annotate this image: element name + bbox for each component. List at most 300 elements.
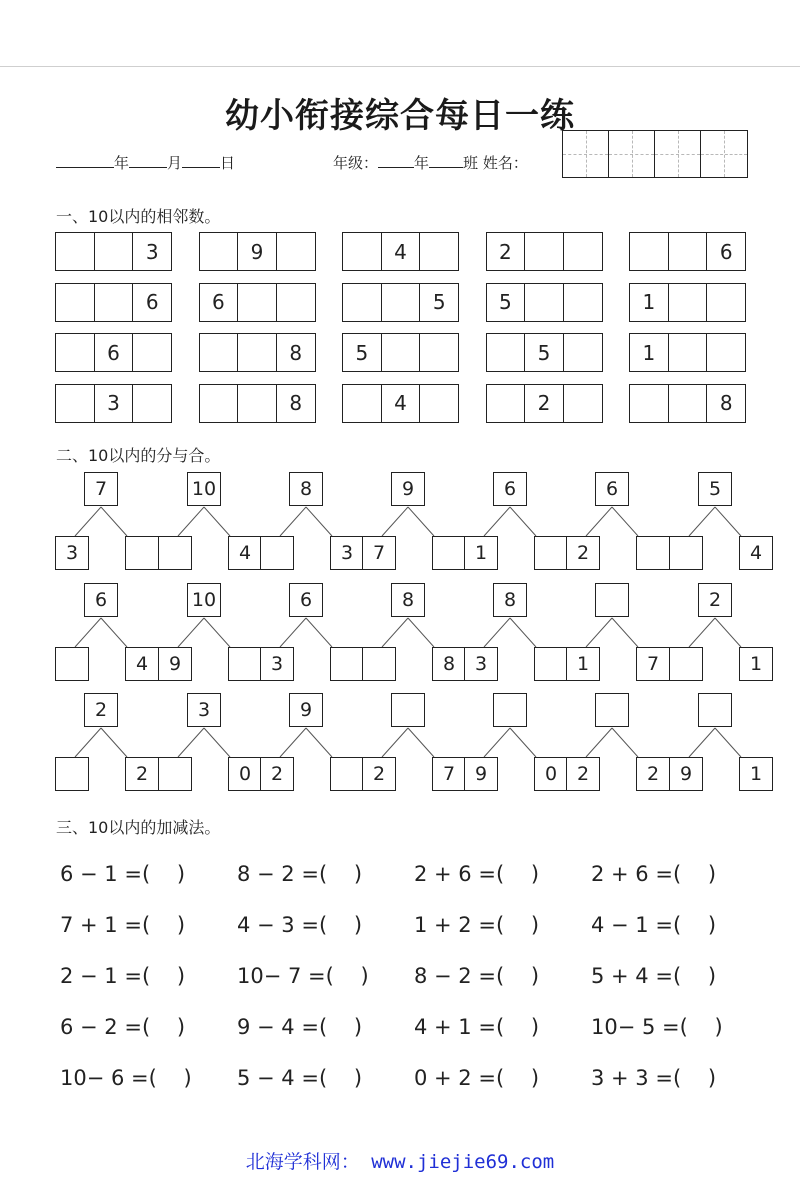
date-line	[56, 152, 235, 180]
answer-cell[interactable]	[133, 385, 171, 422]
name-cell[interactable]	[701, 131, 747, 177]
adjacent-number-box	[342, 384, 459, 423]
bond-answer-left[interactable]	[669, 647, 703, 681]
bond-answer-top[interactable]	[493, 693, 527, 727]
bond-number-top: 2	[84, 693, 118, 727]
equation-text: 2 + 6 =	[591, 861, 673, 886]
bond-number-left: 9	[158, 647, 192, 681]
bond-answer-right[interactable]	[432, 536, 466, 570]
answer-cell[interactable]	[420, 334, 458, 371]
bond-branch-lines	[158, 472, 262, 542]
given-number-cell: 6	[200, 284, 239, 321]
bond-number-right: 1	[739, 647, 773, 681]
number-bond	[362, 472, 466, 592]
answer-cell[interactable]	[133, 334, 171, 371]
bond-answer-left[interactable]	[55, 647, 89, 681]
arithmetic-problem	[414, 1001, 591, 1052]
branch-line-left	[280, 618, 306, 647]
equation-text: 9 − 4 =	[237, 1014, 319, 1039]
arithmetic-problem	[591, 950, 768, 1001]
answer-blank[interactable]: ( )	[318, 912, 363, 937]
grade-year-label: 年	[414, 154, 430, 172]
branch-line-left	[484, 728, 510, 757]
branch-line-left	[382, 618, 408, 647]
bond-number-top: 8	[391, 583, 425, 617]
equation-text: 2 − 1 =	[60, 963, 142, 988]
branch-line-right	[306, 618, 332, 647]
branch-line-left	[75, 728, 101, 757]
arithmetic-grid	[60, 848, 768, 1103]
arithmetic-problem	[591, 1052, 768, 1103]
answer-blank[interactable]: ( )	[495, 1065, 540, 1090]
answer-cell[interactable]	[669, 233, 708, 270]
answer-cell[interactable]	[564, 233, 602, 270]
number-bond	[260, 472, 364, 592]
bond-number-top: 2	[698, 583, 732, 617]
given-number-cell: 3	[145, 239, 159, 264]
top-divider	[0, 66, 800, 67]
answer-cell[interactable]	[525, 233, 564, 270]
adjacent-number-box	[199, 232, 316, 271]
bond-number-top: 9	[391, 472, 425, 506]
given-number-cell: 5	[432, 290, 446, 314]
number-bond	[669, 583, 773, 703]
bond-number-right: 4	[125, 647, 159, 681]
branch-line-right	[204, 728, 230, 757]
branch-line-right	[612, 618, 638, 647]
bond-answer-top[interactable]	[391, 693, 425, 727]
bond-branch-lines	[464, 583, 568, 653]
bond-branch-lines	[669, 693, 773, 763]
name-cell[interactable]	[655, 131, 701, 177]
answer-cell[interactable]	[343, 284, 382, 321]
bond-branch-lines	[55, 583, 159, 653]
answer-blank[interactable]: ( )	[141, 1014, 186, 1039]
adjacent-numbers-grid	[55, 232, 746, 423]
answer-blank[interactable]: ( )	[325, 963, 369, 988]
bond-answer-right[interactable]	[228, 647, 262, 681]
branch-line-right	[101, 728, 127, 757]
class-label: 班	[463, 154, 479, 172]
answer-cell[interactable]	[630, 385, 669, 422]
bond-number-right: 0	[534, 757, 568, 791]
branch-line-right	[715, 728, 741, 757]
bond-answer-top[interactable]	[595, 583, 629, 617]
bond-branch-lines	[55, 472, 159, 542]
bond-number-top: 3	[187, 693, 221, 727]
answer-cell[interactable]	[525, 284, 564, 321]
class-blank[interactable]	[429, 154, 463, 168]
bond-number-top: 7	[84, 472, 118, 506]
equation-text: 0 + 2 =	[414, 1065, 496, 1090]
answer-cell[interactable]	[669, 334, 708, 371]
bond-answer-left[interactable]	[55, 757, 89, 791]
adjacent-number-box	[486, 232, 603, 271]
answer-cell[interactable]	[382, 284, 421, 321]
bond-number-left: 9	[669, 757, 703, 791]
arithmetic-problem	[237, 899, 414, 950]
bond-number-left: 2	[566, 536, 600, 570]
branch-line-right	[715, 507, 741, 536]
arithmetic-problem	[60, 899, 237, 950]
answer-cell[interactable]	[238, 334, 277, 371]
grade-label: 年级：	[333, 154, 379, 172]
answer-cell[interactable]	[343, 385, 382, 422]
equation-text: 2 + 6 =	[414, 861, 496, 886]
equation-text: 4 − 1 =	[591, 912, 673, 937]
adjacent-number-box	[629, 384, 746, 423]
answer-cell[interactable]	[487, 334, 526, 371]
number-bond	[362, 583, 466, 703]
answer-cell[interactable]	[420, 233, 458, 270]
answer-cell[interactable]	[200, 334, 239, 371]
equation-text: 6 − 2 =	[60, 1014, 142, 1039]
bond-number-left: 1	[464, 536, 498, 570]
answer-blank[interactable]: ( )	[495, 861, 540, 886]
arithmetic-problem	[591, 899, 768, 950]
name-cell[interactable]	[563, 131, 609, 177]
adjacent-number-box	[199, 384, 316, 423]
branch-line-right	[408, 728, 434, 757]
branch-line-right	[612, 728, 638, 757]
answer-blank[interactable]: ( )	[318, 1065, 363, 1090]
equation-text: 10− 5 =	[591, 1014, 680, 1039]
answer-cell[interactable]	[238, 284, 277, 321]
bond-number-left: 7	[362, 536, 396, 570]
adjacent-number-box	[342, 333, 459, 372]
bond-number-right: 2	[125, 757, 159, 791]
answer-cell[interactable]	[200, 385, 239, 422]
equation-text: 6 − 1 =	[60, 861, 142, 886]
branch-line-left	[178, 507, 204, 536]
bond-answer-left[interactable]	[260, 536, 294, 570]
arithmetic-problem	[414, 848, 591, 899]
day-blank[interactable]	[182, 154, 220, 168]
bond-number-left: 2	[566, 757, 600, 791]
number-bond	[464, 472, 568, 592]
equation-text: 8 − 2 =	[414, 963, 496, 988]
page-title: 幼小衔接综合每日一练	[225, 96, 575, 136]
given-number-cell: 9	[238, 233, 277, 270]
arithmetic-problem	[237, 1001, 414, 1052]
answer-cell[interactable]	[56, 284, 95, 321]
adjacent-number-box	[629, 283, 746, 322]
bond-number-right: 7	[636, 647, 670, 681]
bond-answer-right[interactable]	[330, 647, 364, 681]
answer-cell[interactable]	[707, 284, 745, 321]
given-number-cell: 8	[719, 391, 733, 415]
bond-branch-lines	[362, 472, 466, 542]
number-bond	[260, 693, 364, 813]
arithmetic-problem	[591, 1001, 768, 1052]
grade-blank[interactable]	[378, 154, 414, 168]
bond-branch-lines	[566, 583, 670, 653]
answer-blank[interactable]: ( )	[148, 1065, 192, 1090]
bond-answer-right[interactable]	[534, 536, 568, 570]
given-number-cell: 5	[343, 334, 382, 371]
year-blank[interactable]	[56, 154, 114, 168]
equation-text: 4 − 3 =	[237, 912, 319, 937]
bond-number-left: 2	[260, 757, 294, 791]
answer-cell[interactable]	[95, 284, 134, 321]
number-bond	[669, 693, 773, 813]
number-bond	[669, 472, 773, 592]
bond-branch-lines	[566, 472, 670, 542]
bond-number-right: 1	[739, 757, 773, 791]
name-writing-grid[interactable]	[562, 130, 748, 178]
number-bond	[158, 693, 262, 813]
bond-number-right: 0	[228, 757, 262, 791]
number-bond	[362, 693, 466, 813]
bond-answer-left[interactable]	[158, 757, 192, 791]
branch-line-right	[408, 618, 434, 647]
bond-answer-left[interactable]	[362, 647, 396, 681]
bond-branch-lines	[669, 472, 773, 542]
given-number-cell: 1	[630, 284, 669, 321]
bond-number-right: 4	[739, 536, 773, 570]
month-label: 月	[167, 154, 183, 172]
answer-blank[interactable]: ( )	[672, 912, 717, 937]
branch-line-left	[382, 507, 408, 536]
answer-blank[interactable]: ( )	[318, 861, 363, 886]
answer-blank[interactable]: ( )	[672, 861, 717, 886]
branch-line-left	[689, 507, 715, 536]
given-number-cell: 4	[382, 385, 421, 422]
number-bond	[55, 693, 159, 813]
bond-answer-top[interactable]	[595, 693, 629, 727]
bond-branch-lines	[464, 693, 568, 763]
answer-cell[interactable]	[56, 385, 95, 422]
adjacent-number-box	[55, 333, 172, 372]
answer-cell[interactable]	[277, 233, 315, 270]
branch-line-left	[178, 618, 204, 647]
bond-branch-lines	[464, 472, 568, 542]
bond-answer-right[interactable]	[534, 647, 568, 681]
section1-title: 一、10以内的相邻数。	[56, 207, 221, 226]
arithmetic-problem	[591, 848, 768, 899]
branch-line-right	[101, 618, 127, 647]
bond-branch-lines	[260, 583, 364, 653]
answer-cell[interactable]	[487, 385, 526, 422]
bond-answer-left[interactable]	[669, 536, 703, 570]
answer-cell[interactable]	[669, 284, 708, 321]
answer-blank[interactable]: ( )	[672, 1065, 717, 1090]
day-label: 日	[220, 154, 236, 172]
adjacent-number-box	[629, 232, 746, 271]
given-number-cell: 2	[525, 385, 564, 422]
bond-number-top: 8	[493, 583, 527, 617]
answer-blank[interactable]: ( )	[672, 963, 717, 988]
adjacent-number-box	[486, 283, 603, 322]
answer-cell[interactable]	[277, 284, 315, 321]
bond-number-left: 3	[464, 647, 498, 681]
branch-line-right	[408, 507, 434, 536]
given-number-cell: 6	[95, 334, 134, 371]
branch-line-right	[715, 618, 741, 647]
number-bond	[55, 583, 159, 703]
given-number-cell: 1	[630, 334, 669, 371]
arithmetic-problem	[414, 899, 591, 950]
answer-blank[interactable]: ( )	[141, 861, 186, 886]
branch-line-right	[204, 507, 230, 536]
given-number-cell: 5	[525, 334, 564, 371]
answer-blank[interactable]: ( )	[141, 912, 186, 937]
answer-cell[interactable]	[707, 334, 745, 371]
bond-answer-right[interactable]	[636, 536, 670, 570]
branch-line-left	[178, 728, 204, 757]
number-bond	[55, 472, 159, 592]
arithmetic-problem	[237, 1052, 414, 1103]
branch-line-left	[586, 507, 612, 536]
adjacent-number-box	[55, 384, 172, 423]
adjacent-number-box	[55, 232, 172, 271]
answer-cell[interactable]	[420, 385, 458, 422]
bond-number-left: 2	[362, 757, 396, 791]
given-number-cell: 5	[487, 284, 526, 321]
footer-watermark: 北海学科网： www.jiejie69.com	[245, 1151, 555, 1173]
arithmetic-problem	[237, 950, 414, 1001]
bond-number-top: 6	[289, 583, 323, 617]
number-bond	[158, 583, 262, 703]
answer-cell[interactable]	[564, 284, 602, 321]
bond-branch-lines	[362, 583, 466, 653]
branch-line-right	[612, 507, 638, 536]
bond-branch-lines	[158, 583, 262, 653]
adjacent-number-box	[629, 333, 746, 372]
answer-blank[interactable]: ( )	[141, 963, 186, 988]
bond-number-left: 3	[55, 536, 89, 570]
equation-text: 5 − 4 =	[237, 1065, 319, 1090]
branch-line-left	[382, 728, 408, 757]
number-bond	[464, 583, 568, 703]
month-blank[interactable]	[129, 154, 167, 168]
bond-answer-top[interactable]	[698, 693, 732, 727]
bond-number-top: 9	[289, 693, 323, 727]
answer-blank[interactable]: ( )	[495, 1014, 540, 1039]
branch-line-left	[280, 507, 306, 536]
adjacent-number-box	[55, 283, 172, 322]
name-cell[interactable]	[609, 131, 655, 177]
adjacent-number-box	[486, 384, 603, 423]
branch-line-right	[510, 618, 536, 647]
adjacent-number-box	[486, 333, 603, 372]
branch-line-right	[306, 728, 332, 757]
equation-text: 10− 6 =	[60, 1065, 149, 1090]
number-bond	[566, 693, 670, 813]
bond-branch-lines	[55, 693, 159, 763]
answer-cell[interactable]	[669, 385, 708, 422]
branch-line-left	[586, 618, 612, 647]
bond-answer-right[interactable]	[330, 757, 364, 791]
arithmetic-problem	[60, 1001, 237, 1052]
bond-number-left: 9	[464, 757, 498, 791]
answer-blank[interactable]: ( )	[679, 1014, 723, 1039]
equation-text: 7 + 1 =	[60, 912, 142, 937]
number-bond	[566, 583, 670, 703]
bond-answer-right[interactable]	[125, 536, 159, 570]
class-line	[333, 152, 528, 180]
adjacent-number-box	[342, 283, 459, 322]
adjacent-number-box	[199, 283, 316, 322]
bond-branch-lines	[362, 693, 466, 763]
branch-line-right	[510, 728, 536, 757]
branch-line-left	[484, 507, 510, 536]
branch-line-right	[204, 618, 230, 647]
answer-cell[interactable]	[382, 334, 421, 371]
arithmetic-problem	[414, 950, 591, 1001]
answer-cell[interactable]	[630, 233, 669, 270]
answer-cell[interactable]	[238, 385, 277, 422]
arithmetic-problem	[414, 1052, 591, 1103]
answer-cell[interactable]	[95, 233, 134, 270]
bond-number-top: 10	[187, 583, 221, 617]
bond-answer-left[interactable]	[158, 536, 192, 570]
given-number-cell: 6	[719, 239, 733, 264]
arithmetic-problem	[60, 1052, 237, 1103]
answer-cell[interactable]	[56, 334, 95, 371]
arithmetic-problem	[60, 848, 237, 899]
name-label: 姓名：	[482, 154, 528, 172]
branch-line-left	[586, 728, 612, 757]
year-label: 年	[114, 154, 130, 172]
bond-branch-lines	[260, 693, 364, 763]
bond-number-top: 6	[84, 583, 118, 617]
number-bond	[464, 693, 568, 813]
branch-line-right	[101, 507, 127, 536]
bond-number-right: 8	[432, 647, 466, 681]
branch-line-left	[689, 728, 715, 757]
answer-blank[interactable]: ( )	[318, 1014, 363, 1039]
bond-branch-lines	[158, 693, 262, 763]
equation-text: 3 + 3 =	[591, 1065, 673, 1090]
branch-line-right	[510, 507, 536, 536]
given-number-cell: 8	[289, 340, 303, 365]
branch-line-right	[306, 507, 332, 536]
number-bond	[566, 472, 670, 592]
branch-line-left	[75, 618, 101, 647]
bond-number-top: 6	[493, 472, 527, 506]
branch-line-left	[484, 618, 510, 647]
bond-number-left: 1	[566, 647, 600, 681]
section2-title: 二、10以内的分与合。	[56, 446, 221, 465]
bond-number-top: 8	[289, 472, 323, 506]
equation-text: 5 + 4 =	[591, 963, 673, 988]
answer-cell[interactable]	[200, 233, 239, 270]
bond-number-right: 2	[636, 757, 670, 791]
bond-number-top: 6	[595, 472, 629, 506]
equation-text: 10− 7 =	[237, 963, 326, 988]
equation-text: 4 + 1 =	[414, 1014, 496, 1039]
answer-cell[interactable]	[343, 233, 382, 270]
given-number-cell: 6	[145, 290, 159, 314]
section3-title: 三、10以内的加减法。	[56, 818, 221, 837]
bond-branch-lines	[260, 472, 364, 542]
bond-number-left: 3	[260, 647, 294, 681]
answer-cell[interactable]	[56, 233, 95, 270]
adjacent-number-box	[342, 232, 459, 271]
equation-text: 1 + 2 =	[414, 912, 496, 937]
answer-blank[interactable]: ( )	[495, 912, 540, 937]
bond-number-right: 3	[330, 536, 364, 570]
branch-line-left	[689, 618, 715, 647]
answer-cell[interactable]	[564, 385, 602, 422]
number-bond	[260, 583, 364, 703]
answer-cell[interactable]	[564, 334, 602, 371]
answer-blank[interactable]: ( )	[495, 963, 540, 988]
bond-number-right: 7	[432, 757, 466, 791]
bond-branch-lines	[566, 693, 670, 763]
equation-text: 8 − 2 =	[237, 861, 319, 886]
